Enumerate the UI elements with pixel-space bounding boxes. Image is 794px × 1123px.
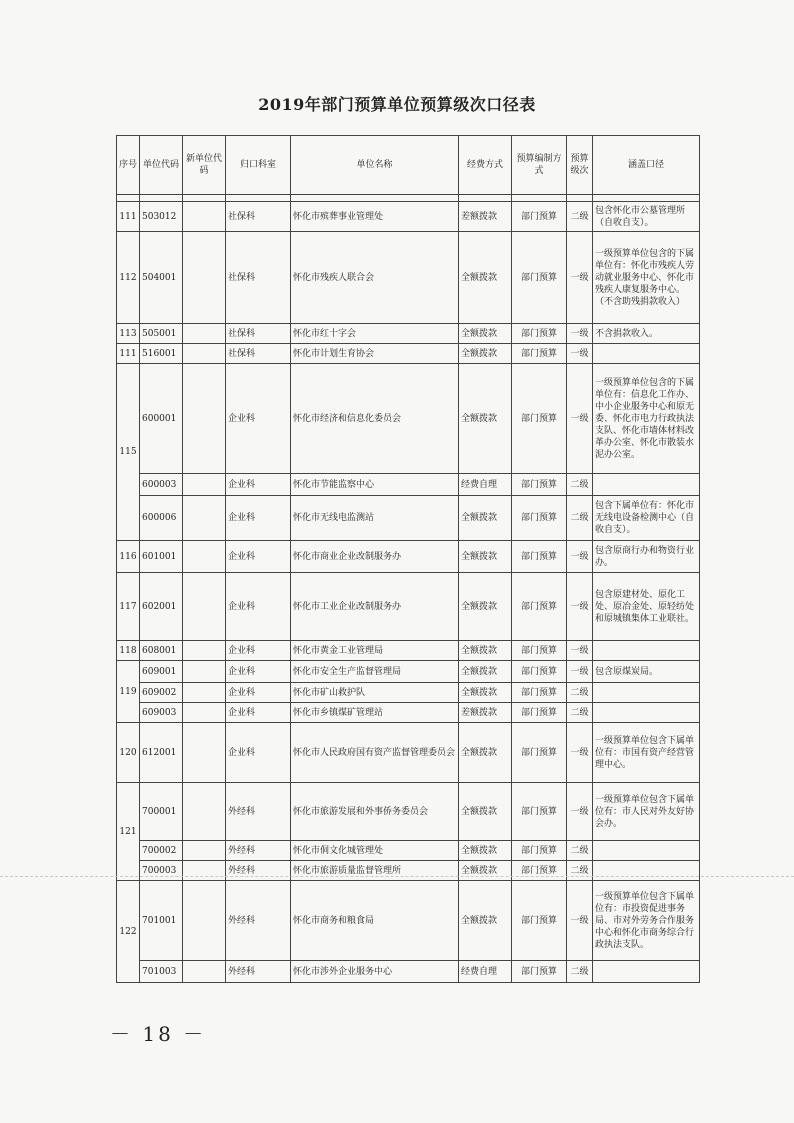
row-scope: 一级预算单位包含的下属单位有：怀化市残疾人劳动就业服务中心、怀化市残疾人康复服务中心。（不含助残捐款收入） [593,232,700,324]
table-row [117,703,700,723]
row-method: 部门预算 [512,961,567,983]
row-code: 701001 [140,881,183,961]
row-scope: 包含怀化市公墓管理所（自收自支）。 [593,202,700,232]
row-level: 一级 [567,364,593,474]
row-funding: 经费自理 [459,961,512,983]
row-dept: 外经科 [226,861,291,881]
header-level: 预算级次 [567,136,593,195]
header-funding: 经费方式 [459,136,512,195]
row-new-code [183,881,226,961]
table-row [117,474,700,496]
row-funding: 全额拨款 [459,573,512,641]
row-dept: 社保科 [226,344,291,364]
row-code: 600001 [140,364,183,474]
row-method: 部门预算 [512,723,567,783]
row-funding: 全额拨款 [459,661,512,683]
table-row [117,496,700,541]
row-method: 部门预算 [512,783,567,841]
table-row [117,961,700,983]
row-name: 怀化市商务和粮食局 [291,881,459,961]
row-level: 二级 [567,861,593,881]
row-seq: 122 [117,881,140,983]
row-dept: 企业科 [226,474,291,496]
row-new-code [183,232,226,324]
page-number: － 18 － [110,1022,207,1046]
table-row [117,683,700,703]
row-new-code [183,344,226,364]
row-dept: 外经科 [226,841,291,861]
row-name: 怀化市矿山救护队 [291,683,459,703]
row-funding: 全额拨款 [459,723,512,783]
row-level: 二级 [567,703,593,723]
header-name: 单位名称 [291,136,459,195]
row-new-code [183,723,226,783]
row-name: 怀化市无线电监测站 [291,496,459,541]
row-funding: 全额拨款 [459,641,512,661]
table-row [117,783,700,841]
row-dept: 企业科 [226,683,291,703]
row-name: 怀化市涉外企业服务中心 [291,961,459,983]
row-dept: 社保科 [226,324,291,344]
row-dept: 外经科 [226,881,291,961]
row-seq: 112 [117,232,140,324]
row-seq: 119 [117,661,140,723]
row-scope [593,841,700,861]
row-level: 二级 [567,474,593,496]
row-name: 怀化市黄金工业管理局 [291,641,459,661]
row-method: 部门预算 [512,202,567,232]
table-row [117,661,700,683]
row-scope: 包含原煤炭局。 [593,661,700,683]
row-new-code [183,641,226,661]
row-method: 部门预算 [512,703,567,723]
row-new-code [183,861,226,881]
row-new-code [183,474,226,496]
row-code: 600003 [140,474,183,496]
row-method: 部门预算 [512,474,567,496]
row-funding: 全额拨款 [459,364,512,474]
row-funding: 全额拨款 [459,496,512,541]
row-code: 609003 [140,703,183,723]
table-row [117,541,700,573]
row-seq: 120 [117,723,140,783]
row-name: 怀化市节能监察中心 [291,474,459,496]
header-dept: 归口科室 [226,136,291,195]
header-new-code: 新单位代码 [183,136,226,195]
row-method: 部门预算 [512,661,567,683]
row-funding: 全额拨款 [459,783,512,841]
row-level: 二级 [567,841,593,861]
row-new-code [183,202,226,232]
row-name: 怀化市人民政府国有资产监督管理委员会 [291,723,459,783]
row-code: 612001 [140,723,183,783]
row-funding: 差额拨款 [459,202,512,232]
row-seq: 115 [117,364,140,541]
row-name: 怀化市经济和信息化委员会 [291,364,459,474]
row-code: 700001 [140,783,183,841]
row-new-code [183,573,226,641]
row-name: 怀化市乡镇煤矿管理站 [291,703,459,723]
row-code: 701003 [140,961,183,983]
row-scope: 一级预算单位包含下属单位有：市国有资产经营管理中心。 [593,723,700,783]
row-level: 一级 [567,232,593,324]
row-dept: 企业科 [226,641,291,661]
header-code: 单位代码 [140,136,183,195]
table-row [117,364,700,474]
row-level: 二级 [567,202,593,232]
row-scope [593,961,700,983]
row-dept: 企业科 [226,723,291,783]
row-method: 部门预算 [512,683,567,703]
row-name: 怀化市商业企业改制服务办 [291,541,459,573]
row-name: 怀化市安全生产监督管理局 [291,661,459,683]
row-name: 怀化市旅游发展和外事侨务委员会 [291,783,459,841]
row-dept: 企业科 [226,541,291,573]
row-method: 部门预算 [512,344,567,364]
table-row [117,573,700,641]
row-seq: 111 [117,202,140,232]
row-funding: 全额拨款 [459,881,512,961]
row-dept: 外经科 [226,783,291,841]
table-row [117,881,700,961]
row-level: 一级 [567,783,593,841]
row-level: 一级 [567,641,593,661]
row-name: 怀化市残疾人联合会 [291,232,459,324]
row-scope: 一级预算单位包含的下属单位有：信息化工作办、中小企业服务中心和原无委、怀化市电力行政执法支队、怀化市墙体材料改革办公室、怀化市散装水泥办公室。 [593,364,700,474]
row-dept: 社保科 [226,232,291,324]
row-code: 700002 [140,841,183,861]
row-new-code [183,841,226,861]
row-funding: 全额拨款 [459,232,512,324]
row-new-code [183,324,226,344]
row-name: 怀化市红十字会 [291,324,459,344]
row-method: 部门预算 [512,232,567,324]
row-funding: 全额拨款 [459,541,512,573]
header-method: 预算编制方式 [512,136,567,195]
row-dept: 外经科 [226,961,291,983]
row-method: 部门预算 [512,861,567,881]
row-new-code [183,661,226,683]
row-method: 部门预算 [512,541,567,573]
row-dept: 企业科 [226,364,291,474]
row-new-code [183,961,226,983]
row-code: 600006 [140,496,183,541]
row-method: 部门预算 [512,881,567,961]
row-method: 部门预算 [512,364,567,474]
row-funding: 差额拨款 [459,703,512,723]
header-seq: 序号 [117,136,140,195]
row-scope: 一级预算单位包含下属单位有：市投资促进事务局、市对外劳务合作服务中心和怀化市商务综合行政执法支队。 [593,881,700,961]
row-level: 二级 [567,683,593,703]
row-code: 609001 [140,661,183,683]
row-new-code [183,703,226,723]
row-seq: 116 [117,541,140,573]
row-level: 一级 [567,344,593,364]
row-seq: 113 [117,324,140,344]
row-new-code [183,541,226,573]
budget-table-container [116,135,699,983]
row-level: 一级 [567,541,593,573]
row-name: 怀化市计划生育协会 [291,344,459,364]
row-code: 516001 [140,344,183,364]
row-name: 怀化市侗文化城管理处 [291,841,459,861]
row-name: 怀化市殡葬事业管理处 [291,202,459,232]
row-new-code [183,783,226,841]
row-code: 602001 [140,573,183,641]
row-scope [593,703,700,723]
table-row [117,723,700,783]
row-scope [593,474,700,496]
row-scope: 包含原商行办和物资行业办。 [593,541,700,573]
row-funding: 全额拨款 [459,861,512,881]
row-code: 504001 [140,232,183,324]
table-row [117,202,700,232]
row-new-code [183,364,226,474]
row-code: 700003 [140,861,183,881]
table-row [117,324,700,344]
row-dept: 企业科 [226,661,291,683]
row-level: 一级 [567,324,593,344]
row-seq: 118 [117,641,140,661]
row-dept: 企业科 [226,573,291,641]
row-method: 部门预算 [512,841,567,861]
row-code: 503012 [140,202,183,232]
scan-fold-line [0,876,794,877]
row-level: 一级 [567,723,593,783]
row-code: 609002 [140,683,183,703]
row-funding: 全额拨款 [459,324,512,344]
header-row [117,136,700,195]
row-scope [593,861,700,881]
row-level: 一级 [567,881,593,961]
row-level: 一级 [567,573,593,641]
row-scope: 一级预算单位包含下属单位有：市人民对外友好协会办。 [593,783,700,841]
row-seq: 121 [117,783,140,881]
row-level: 二级 [567,496,593,541]
row-seq: 111 [117,344,140,364]
row-scope: 不含捐款收入。 [593,324,700,344]
row-code: 505001 [140,324,183,344]
row-name: 怀化市旅游质量监督管理所 [291,861,459,881]
row-code: 608001 [140,641,183,661]
row-scope [593,344,700,364]
row-scope: 包含原建材处、原化工处、原冶金处、原轻纺处和原城镇集体工业联社。 [593,573,700,641]
row-funding: 全额拨款 [459,841,512,861]
budget-table [116,135,700,983]
table-row [117,232,700,324]
page-title: 2019年部门预算单位预算级次口径表 [258,95,536,114]
table-row [117,344,700,364]
row-scope [593,641,700,661]
row-scope: 包含下属单位有：怀化市无线电设备检测中心（自收自支）。 [593,496,700,541]
row-code: 601001 [140,541,183,573]
row-name: 怀化市工业企业改制服务办 [291,573,459,641]
row-funding: 全额拨款 [459,344,512,364]
header-scope: 涵盖口径 [593,136,700,195]
row-dept: 企业科 [226,496,291,541]
row-method: 部门预算 [512,324,567,344]
row-scope [593,683,700,703]
row-seq: 117 [117,573,140,641]
row-new-code [183,496,226,541]
table-row [117,841,700,861]
row-method: 部门预算 [512,496,567,541]
row-level: 二级 [567,961,593,983]
row-funding: 全额拨款 [459,683,512,703]
row-funding: 经费自理 [459,474,512,496]
table-row [117,861,700,881]
row-method: 部门预算 [512,573,567,641]
row-new-code [183,683,226,703]
row-level: 一级 [567,661,593,683]
table-row [117,641,700,661]
row-method: 部门预算 [512,641,567,661]
row-dept: 社保科 [226,202,291,232]
row-dept: 企业科 [226,703,291,723]
